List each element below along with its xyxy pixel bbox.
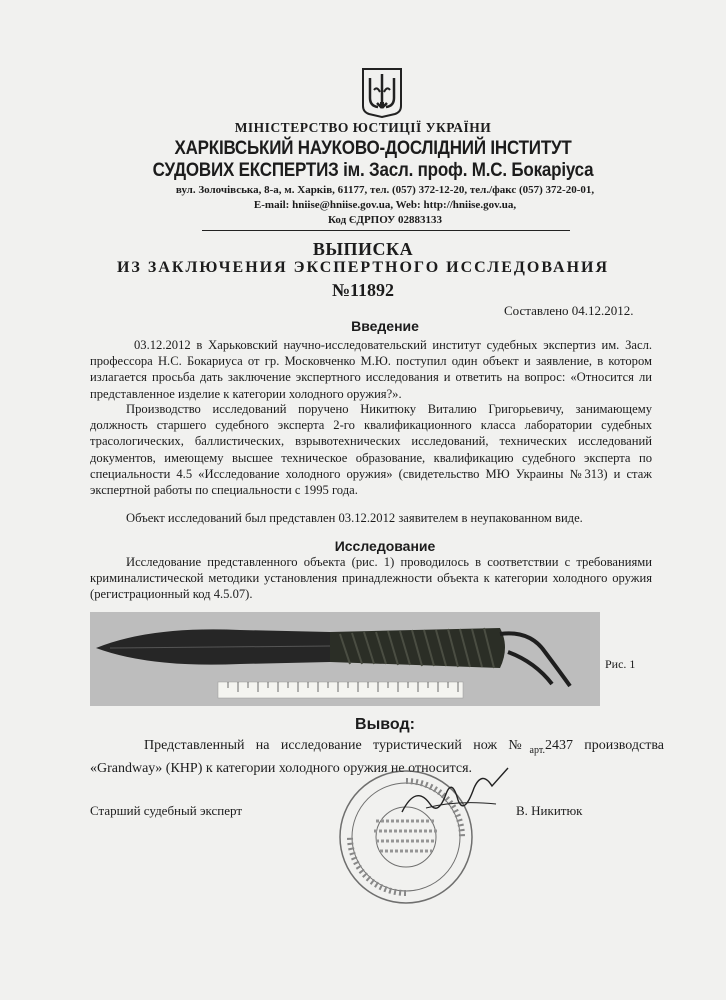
study-paragraph: Исследование представленного объекта (рис. 1) проводилось в соответствии с требованиями криминалистической методики установления принадлежности объекта к категории холодного оружия (регистрационный код 4.5.07). (90, 555, 652, 602)
handwritten-signature-icon (396, 764, 516, 824)
institute-address: вул. Золочівська, 8-а, м. Харків, 61177, тел. (057) 372-12-20, тел./факс (057) 372-20-01, (175, 184, 595, 196)
institute-name-line2: СУДОВИХ ЕКСПЕРТИЗ ім. Засл. проф. М.С. Бокаріуса (152, 158, 594, 181)
conclusion-text-start: Представленный на исследование туристический нож № (144, 738, 530, 753)
intro-paragraph-2: Производство исследований поручено Никитюку Виталию Григорьевичу, занимающему должность старшего судебного эксперта 2-го квалификационного класса лаборатории судебных трасологических, баллистических, взрывотехнических исследований, технических исследований документов, имеющему высшее техническое образование, квалификацию судебного эксперта по специальности 4.5 «Исследование холодного оружия» (свидетельство МЮ Украины №313) и стаж экспертной работы по специальности с 1995 года. (90, 402, 652, 498)
institute-code: Код ЄДРПОУ 02883133 (328, 214, 442, 226)
expert-name: В. Никитюк (516, 803, 583, 818)
institute-name-line1: ХАРКІВСЬКИЙ НАУКОВО-ДОСЛІДНИЙ ІНСТИТУТ (174, 136, 572, 159)
knife-image-icon (90, 612, 600, 706)
conclusion-heading: Вывод: (355, 716, 415, 733)
institute-contacts: E-mail: hniise@hniise.gov.ua, Web: http://hniise.gov.ua, (253, 199, 517, 211)
conclusion-subscript: арт. (529, 744, 545, 756)
conclusion-text-end: 2437 производства «Grandway» (КНР) к категории холодного оружия не относится. (90, 738, 664, 777)
document-date: Составлено 04.12.2012. (504, 303, 634, 318)
intro-paragraph-3: Объект исследований был представлен 03.12.2012 заявителем в неупакованном виде. (126, 511, 583, 525)
document-subtitle: ИЗ ЗАКЛЮЧЕНИЯ ЭКСПЕРТНОГО ИССЛЕДОВАНИЯ (116, 259, 610, 276)
intro-paragraph-1: 03.12.2012 в Харьковский научно-исследовательский институт судебных экспертиз им. Засл. профессора Н.С. Бокариуса от гр. Московченко М.Ю. поступил один объект и заявление, в котором излагается просьба дать заключение экспертного исследования и ответить на вопрос: «Относится ли представленное изделие к категории холодного оружия?». (90, 338, 652, 401)
document-number: №11892 (331, 280, 395, 300)
ministry-name: МІНІСТЕРСТВО ЮСТИЦІЇ УКРАЇНИ (234, 120, 492, 135)
intro-heading: Введение (351, 318, 419, 334)
expert-title: Старший судебный эксперт (90, 803, 243, 818)
figure-label: Рис. 1 (605, 657, 636, 671)
knife-photo (90, 612, 600, 706)
header-divider (202, 230, 570, 231)
trident-emblem-icon (360, 66, 404, 118)
study-heading: Исследование (334, 538, 436, 554)
document-title: ВЫПИСКА (312, 239, 414, 259)
